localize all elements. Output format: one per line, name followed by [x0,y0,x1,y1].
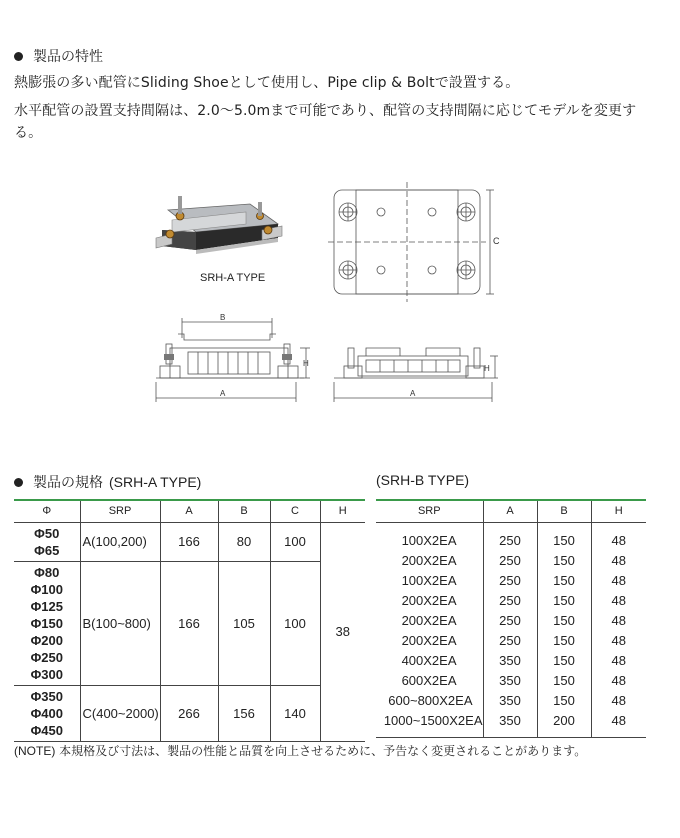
phi-value: Φ50 [34,525,60,541]
phi-value: Φ350 [30,688,63,704]
a-cell: 250 [483,522,537,551]
col-header-a: A [483,500,537,522]
table-row [376,671,646,691]
srp-cell: 100X2EA [401,532,457,548]
a-cell: 266 [160,685,218,741]
col-header-b: B [537,500,591,522]
table-row [376,631,646,651]
dim-label-a-right: A [410,389,416,398]
spec-b-title: (SRH-B TYPE) [376,472,470,488]
table-row [376,551,646,571]
a-cell: 250 [483,631,537,651]
c-cell: 100 [270,522,320,561]
h-cell: 48 [591,691,646,711]
footnote [14,742,586,759]
spec-a-heading [14,472,201,492]
b-cell: 150 [537,631,591,651]
srp-cell: A(100,200) [80,522,160,561]
table-row [376,711,646,738]
h-cell: 48 [591,591,646,611]
phi-value: Φ100 [30,581,63,597]
table-row [376,591,646,611]
srp-cell: 600~800X2EA [388,692,473,708]
spec-a-table [14,499,365,742]
phi-value: Φ450 [30,722,63,738]
phi-value: Φ80 [34,564,60,580]
features-paragraph-2: 水平配管の設置支持間隔は、2.0～5.0mまで可能であり、配管の支持間隔に応じてモデルを変更する。 [14,103,637,141]
phi-cell [14,685,80,741]
phi-cell [14,522,80,561]
srp-cell: 200X2EA [401,592,457,608]
plan-view-drawing [326,180,506,305]
c-cell: 140 [270,685,320,741]
phi-value: Φ250 [30,649,63,665]
note-text: 本規格及び寸法は、製品の性能と品質を向上させるために、予告なく変更されることがあります。 [59,744,587,758]
features-title: 製品の特性 [33,49,103,65]
h-cell: 48 [591,571,646,591]
side-view-drawing-b [330,338,500,406]
spec-a-title: 製品の規格 [33,475,103,491]
col-header-phi: Φ [14,500,80,522]
table-header-row [376,500,646,522]
col-header-srp: SRP [80,500,160,522]
table-row [376,571,646,591]
srp-cell: B(100~800) [80,561,160,685]
b-cell: 80 [218,522,270,561]
c-cell: 100 [270,561,320,685]
b-cell: 150 [537,522,591,551]
srp-cell: 100X2EA [401,572,457,588]
h-cell: 48 [591,522,646,551]
phi-value: Φ150 [30,615,63,631]
spec-b-table [376,499,646,738]
srp-cell: 1000~1500X2EA [376,711,483,738]
srp-cell: 600X2EA [401,672,457,688]
phi-value: Φ400 [30,705,63,721]
side-view-drawing-a [154,312,314,404]
b-cell: 150 [537,691,591,711]
b-cell: 150 [537,551,591,571]
dim-label-a-left: A [220,389,226,398]
spec-b-heading [376,472,469,488]
h-cell: 48 [591,671,646,691]
srp-cell: 400X2EA [401,652,457,668]
b-cell: 150 [537,571,591,591]
features-paragraph-1: 熱膨張の多い配管にSliding Shoeとして使用し、Pipe clip & Boltで設置する。 [14,75,520,91]
srp-cell: C(400~2000) [80,685,160,741]
table-row [376,651,646,671]
h-cell: 38 [320,522,365,741]
a-cell: 350 [483,651,537,671]
a-cell: 166 [160,561,218,685]
dim-label-c: C [493,236,500,246]
b-cell: 156 [218,685,270,741]
dim-label-b: B [220,313,226,322]
a-cell: 250 [483,591,537,611]
a-cell: 250 [483,611,537,631]
table-row [376,611,646,631]
table-row [376,522,646,551]
phi-value: Φ125 [30,598,63,614]
note-tag: (NOTE) [14,744,56,758]
h-cell: 48 [591,551,646,571]
a-cell: 250 [483,571,537,591]
h-cell: 48 [591,711,646,738]
table-row [14,561,365,685]
col-header-h: H [591,500,646,522]
col-header-srp: SRP [376,500,483,522]
h-cell: 48 [591,631,646,651]
spec-a-subtitle: (SRH-A TYPE) [109,474,202,490]
table-row [376,691,646,711]
srp-cell: 200X2EA [401,632,457,648]
b-cell: 150 [537,671,591,691]
features-heading [14,46,103,66]
table-header-row [14,500,365,522]
srp-cell: 200X2EA [401,552,457,568]
dim-label-h-left: H [303,359,309,368]
a-cell: 350 [483,671,537,691]
col-header-h: H [320,500,365,522]
a-cell: 350 [483,691,537,711]
photo-caption: SRH-A TYPE [200,272,266,284]
phi-value: Φ65 [34,542,60,558]
b-cell: 105 [218,561,270,685]
product-photo [150,190,285,265]
col-header-a: A [160,500,218,522]
phi-cell [14,561,80,685]
dim-label-h-right: H [484,364,490,373]
phi-value: Φ300 [30,666,63,682]
a-cell: 250 [483,551,537,571]
b-cell: 150 [537,651,591,671]
b-cell: 150 [537,591,591,611]
a-cell: 350 [483,711,537,738]
phi-value: Φ200 [30,632,63,648]
a-cell: 166 [160,522,218,561]
bullet-icon [14,478,23,487]
srp-cell: 200X2EA [401,612,457,628]
h-cell: 48 [591,611,646,631]
col-header-c: C [270,500,320,522]
col-header-b: B [218,500,270,522]
b-cell: 150 [537,611,591,631]
b-cell: 200 [537,711,591,738]
table-row [14,522,365,561]
bullet-icon [14,52,23,61]
h-cell: 48 [591,651,646,671]
table-row [14,685,365,741]
